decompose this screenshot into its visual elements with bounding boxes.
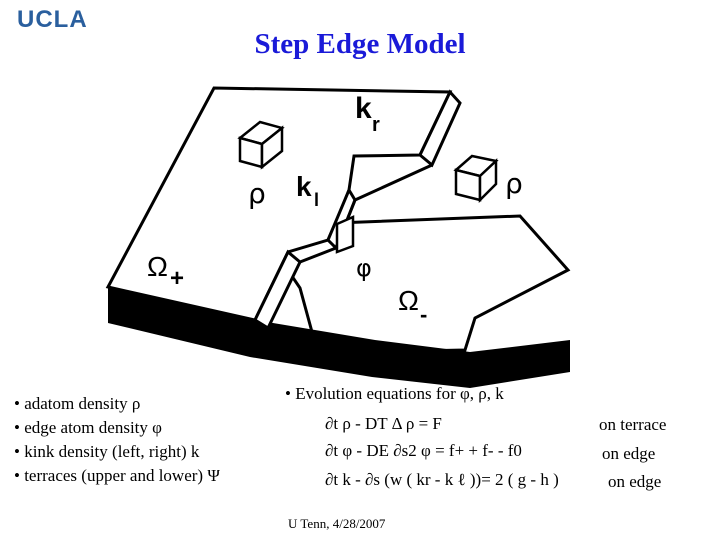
equation-3-location: on edge (608, 472, 662, 491)
label-kl-sub: l (314, 190, 320, 210)
label-rho-right: ρ (505, 167, 523, 200)
kink-cube (337, 217, 353, 252)
label-omega-plus: Ω (147, 251, 168, 282)
label-phi: φ (356, 254, 372, 282)
label-kl: k (296, 171, 312, 202)
list-item: • edge atom density φ (14, 418, 162, 437)
footer-citation: U Tenn, 4/28/2007 (288, 516, 386, 531)
label-omega-minus: Ω (398, 285, 419, 316)
label-kr: k (355, 92, 372, 125)
adatom-cube-right (456, 156, 496, 200)
evolution-heading: • Evolution equations for φ, ρ, k (285, 384, 504, 403)
label-kr-sub: r (372, 114, 380, 136)
equation-2: ∂t φ - DE ∂s2 φ = f+ + f- - f0 (325, 441, 522, 460)
label-rho-left: ρ (248, 177, 266, 210)
slide-title: Step Edge Model (254, 28, 466, 60)
equation-1-location: on terrace (599, 415, 667, 434)
list-item: • adatom density ρ (14, 394, 141, 413)
label-omega-plus-sub: + (170, 265, 185, 292)
equation-3: ∂t k - ∂s (w ( kr - k ℓ ))= 2 ( g - h ) (325, 470, 559, 489)
variable-list (14, 392, 220, 488)
label-omega-minus-sub: - (420, 302, 428, 327)
ucla-logo: UCLA (17, 6, 88, 33)
list-item: • kink density (left, right) k (14, 442, 200, 461)
equation-2-location: on edge (602, 444, 656, 463)
equation-1: ∂t ρ - DT Δ ρ = F (325, 414, 442, 433)
list-item: • terraces (upper and lower) Ψ (14, 466, 220, 485)
